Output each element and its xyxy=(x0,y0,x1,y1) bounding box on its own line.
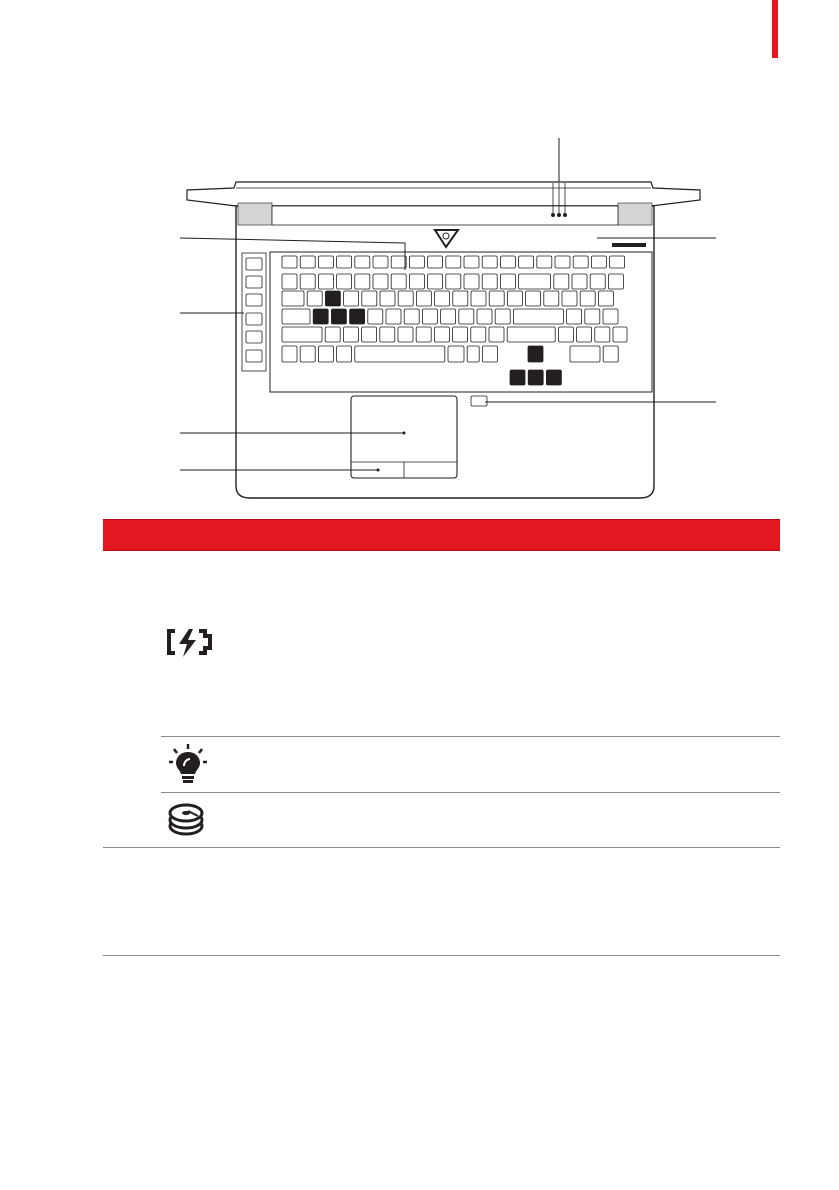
keyboard-key xyxy=(570,346,600,362)
keyboard-key xyxy=(373,274,388,289)
keyboard-key xyxy=(603,346,618,362)
keyboard-key xyxy=(391,274,406,289)
keyboard-key xyxy=(428,274,443,289)
keyboard-key xyxy=(526,291,541,306)
table-row-divider xyxy=(103,847,780,848)
keyboard-key xyxy=(477,309,492,324)
keyboard-key xyxy=(435,291,450,306)
keyboard-key xyxy=(441,309,456,324)
keyboard-key xyxy=(282,256,297,268)
keyboard-key xyxy=(555,256,570,268)
keyboard-key xyxy=(585,309,600,324)
keyboard-key xyxy=(416,327,431,342)
table-row-divider xyxy=(161,736,780,737)
keyboard-key xyxy=(318,256,333,268)
keyboard-key xyxy=(282,274,297,289)
keyboard-key xyxy=(391,256,406,268)
keyboard-key xyxy=(482,346,497,362)
screen-lid-edge xyxy=(187,182,700,206)
keyboard-key xyxy=(300,274,315,289)
keyboard-key xyxy=(464,274,479,289)
keyboard-key xyxy=(300,256,315,268)
keyboard-key xyxy=(507,291,522,306)
keyboard-key xyxy=(580,291,595,306)
dolby-audio-logo xyxy=(612,243,646,247)
keyboard-key xyxy=(282,291,304,306)
keyboard-key xyxy=(453,291,468,306)
keyboard-key xyxy=(558,327,573,342)
keyboard-key xyxy=(362,291,377,306)
keyboard-key xyxy=(567,309,582,324)
keyboard-key xyxy=(282,346,297,362)
macro-key-column xyxy=(242,253,266,371)
keyboard-key xyxy=(300,346,315,362)
keyboard-key xyxy=(448,346,464,362)
keyboard-key xyxy=(513,309,563,324)
keyboard-key xyxy=(489,291,504,306)
keyboard-key xyxy=(355,274,370,289)
keyboard-key xyxy=(282,309,310,324)
hard-disk-activity-icon xyxy=(166,802,206,838)
keyboard-key xyxy=(590,274,605,289)
laptop-top-view-diagram xyxy=(0,0,839,520)
keyboard-key xyxy=(482,256,497,268)
keyboard-key xyxy=(577,327,592,342)
keyboard-key xyxy=(409,256,424,268)
keyboard-key xyxy=(603,309,618,324)
keyboard-key xyxy=(546,370,561,385)
keyboard-key xyxy=(464,256,479,268)
keyboard-key xyxy=(446,274,461,289)
keyboard-key xyxy=(282,327,322,342)
keyboard-key xyxy=(331,309,346,324)
keyboard-key xyxy=(500,256,515,268)
speaker-grille-left xyxy=(238,203,272,225)
keyboard-key xyxy=(416,291,431,306)
keyboard-key xyxy=(325,327,340,342)
battery-charging-icon xyxy=(165,627,219,659)
keyboard-key xyxy=(325,291,340,306)
keyboard-key xyxy=(500,274,515,289)
keyboard-key xyxy=(337,346,352,362)
table-header-bar xyxy=(103,519,780,551)
keyboard-key xyxy=(591,256,606,268)
keyboard-key xyxy=(528,346,543,362)
keyboard-key xyxy=(368,309,383,324)
keyboard-key xyxy=(355,256,370,268)
keyboard-key xyxy=(471,291,486,306)
keyboard-key xyxy=(350,309,365,324)
table-row-divider xyxy=(161,792,780,793)
keyboard-key xyxy=(398,327,413,342)
keyboard-key xyxy=(313,309,328,324)
keyboard-key xyxy=(573,256,588,268)
keyboard-key xyxy=(343,327,358,342)
keyboard-key xyxy=(595,327,610,342)
keyboard-key xyxy=(528,370,543,385)
keyboard-key xyxy=(428,256,443,268)
keyboard-key xyxy=(318,346,333,362)
keyboard-key xyxy=(519,274,551,289)
keyboard-key xyxy=(398,291,413,306)
keyboard-key xyxy=(453,327,468,342)
keyboard-key xyxy=(344,291,359,306)
keyboard-key xyxy=(482,274,497,289)
keyboard-key xyxy=(380,291,395,306)
keyboard-key xyxy=(572,274,587,289)
keyboard-key xyxy=(404,309,419,324)
speaker-grille-right xyxy=(618,203,652,225)
keyboard-key xyxy=(613,327,627,342)
keyboard-key xyxy=(610,256,625,268)
keyboard-key xyxy=(608,274,623,289)
keyboard-key xyxy=(495,309,510,324)
keyboard-key xyxy=(337,256,352,268)
keyboard-key xyxy=(373,256,388,268)
keyboard-key xyxy=(544,291,559,306)
keyboard-key xyxy=(355,346,445,362)
keyboard-key xyxy=(507,327,555,342)
keyboard-key xyxy=(471,327,486,342)
table-bottom-rule xyxy=(103,955,780,956)
turbo-button xyxy=(471,396,487,406)
keyboard-key xyxy=(362,327,377,342)
keyboard-key xyxy=(307,291,322,306)
keyboard-key xyxy=(459,309,474,324)
keyboard-key xyxy=(467,346,479,362)
power-light-bulb-icon xyxy=(168,744,208,784)
keyboard-key xyxy=(554,274,569,289)
keyboard-key xyxy=(446,256,461,268)
keyboard-key xyxy=(489,327,504,342)
keyboard-key xyxy=(598,291,613,306)
keyboard-key xyxy=(409,274,424,289)
keyboard-key xyxy=(386,309,401,324)
keyboard-key xyxy=(537,256,552,268)
keyboard-key xyxy=(422,309,437,324)
keyboard-key xyxy=(380,327,395,342)
keyboard-key xyxy=(519,256,534,268)
keyboard-key xyxy=(562,291,577,306)
keyboard-key xyxy=(510,370,525,385)
keyboard-key xyxy=(318,274,333,289)
keyboard-key xyxy=(434,327,449,342)
keyboard-key xyxy=(337,274,352,289)
